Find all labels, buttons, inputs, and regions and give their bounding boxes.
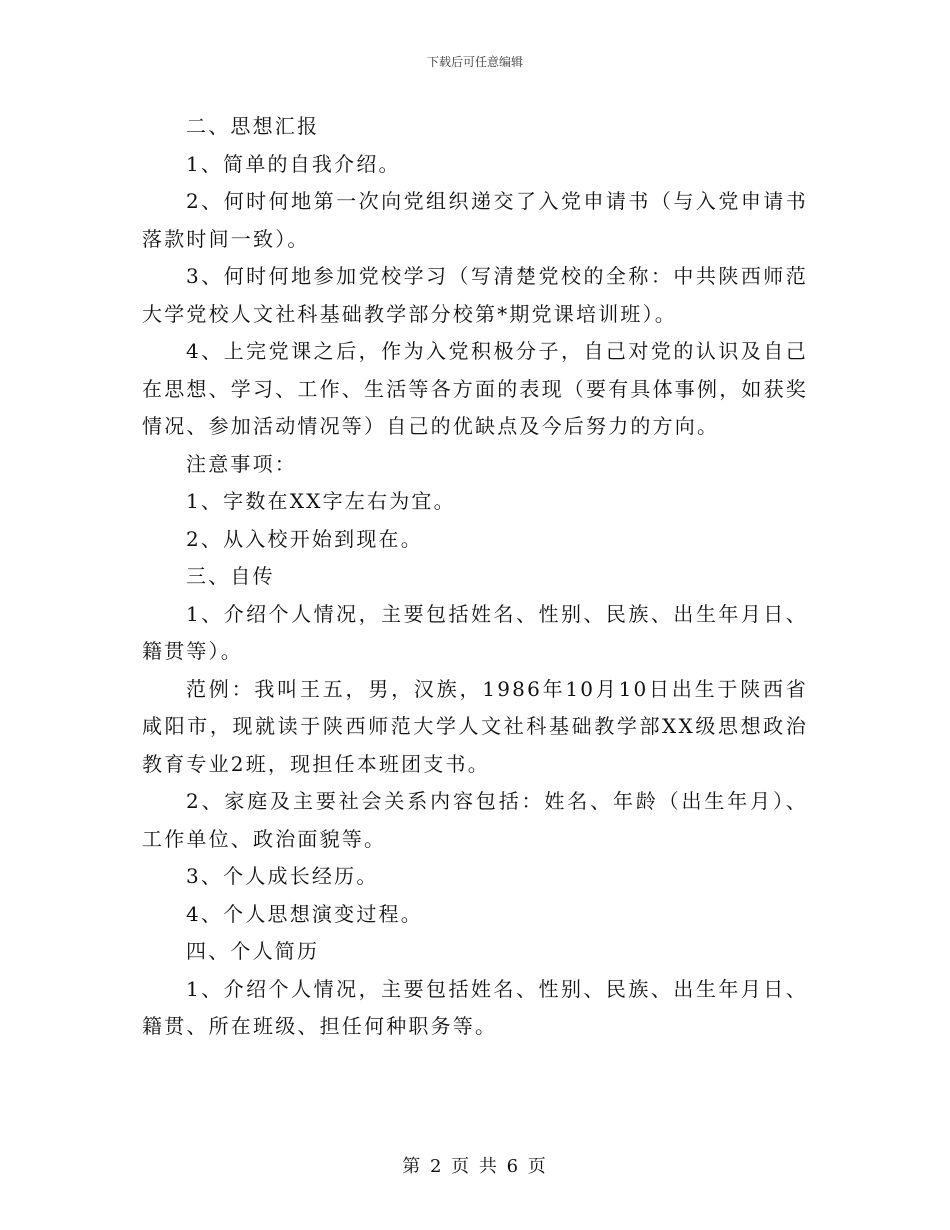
section-heading-resume: 四、个人简历 bbox=[186, 939, 320, 963]
section-heading-thought-report: 二、思想汇报 bbox=[186, 114, 320, 138]
notes-heading: 注意事项： bbox=[186, 451, 297, 476]
paragraph: 1、简单的自我介绍。 bbox=[186, 151, 401, 176]
paragraph: 1、介绍个人情况，主要包括姓名、性别、民族、出生年月日、籍贯等）。 bbox=[142, 601, 808, 663]
page-header-note: 下载后可任意编辑 bbox=[426, 55, 523, 69]
paragraph: 1、字数在XX字左右为宜。 bbox=[186, 489, 456, 513]
paragraph: 3、个人成长经历。 bbox=[186, 864, 379, 888]
paragraph: 3、何时何地参加党校学习（写清楚党校的全称：中共陕西师范大学党校人文社科基础教学部分校第*期党课培训班）。 bbox=[142, 264, 808, 326]
paragraph: 1、介绍个人情况，主要包括姓名、性别、民族、出生年月日、籍贯、所在班级、担任何种职务等。 bbox=[142, 976, 808, 1038]
paragraph: 2、何时何地第一次向党组织递交了入党申请书（与入党申请书落款时间一致）。 bbox=[142, 189, 808, 251]
paragraph: 2、从入校开始到现在。 bbox=[186, 526, 423, 551]
section-heading-autobiography: 三、自传 bbox=[186, 564, 275, 588]
paragraph: 2、家庭及主要社会关系内容包括：姓名、年龄（出生年月）、工作单位、政治面貌等。 bbox=[142, 789, 808, 851]
paragraph: 4、上完党课之后，作为入党积极分子，自己对党的认识及自己在思想、学习、工作、生活等各方面的表现（要有具体事例，如获奖情况、参加活动情况等）自己的优缺点及今后努力的方向。 bbox=[142, 339, 808, 438]
page-number: 第 2 页 共 6 页 bbox=[402, 1156, 548, 1177]
document-body bbox=[142, 108, 808, 1046]
paragraph-example: 范例：我叫王五，男，汉族，1986年10月10日出生于陕西省咸阳市，现就读于陕西师范大学人文社科基础教学部XX级思想政治教育专业2班，现担任本班团支书。 bbox=[142, 676, 808, 776]
paragraph: 4、个人思想演变过程。 bbox=[186, 901, 423, 926]
